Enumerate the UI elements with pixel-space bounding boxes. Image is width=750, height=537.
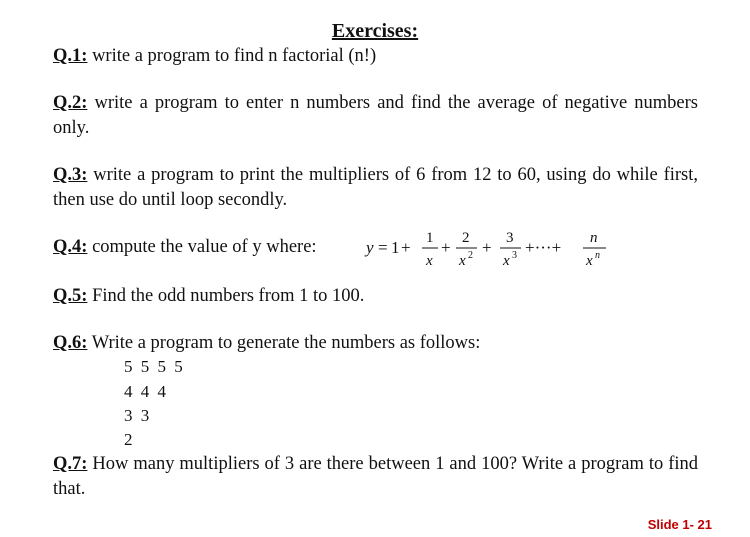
formula [364, 224, 614, 284]
formula-lhs: y [366, 238, 374, 257]
question-4 [53, 235, 363, 260]
question-label: Q.7: [53, 454, 88, 474]
formula-plus: + [482, 238, 492, 257]
formula-numerator-1: 1 [426, 230, 434, 246]
formula-exponent-3: 3 [512, 250, 517, 261]
formula-exponent-n: n [595, 250, 600, 261]
formula-denominator-2: x [459, 253, 466, 269]
question-text: write a program to print the multipliers of 6 from 12 to 60, using do while first, then use do until loop secondly. [53, 165, 698, 210]
formula-denominator-3: x [503, 253, 510, 269]
question-label: Q.4: [53, 237, 88, 257]
formula-one: 1 [391, 238, 400, 257]
question-2 [53, 91, 698, 141]
slide-number: Slide 1- 21 [647, 517, 712, 532]
question-7 [53, 452, 698, 502]
sequence-line: 4 4 4 [124, 382, 168, 401]
sequence-line: 5 5 5 5 [124, 357, 185, 376]
question-label: Q.2: [53, 93, 88, 113]
question-3 [53, 163, 698, 213]
sequence-line: 2 [124, 430, 135, 449]
question-label: Q.3: [53, 165, 88, 185]
formula-numerator-2: 2 [462, 230, 470, 246]
formula-plus: + [441, 238, 451, 257]
formula-exponent-2: 2 [468, 250, 473, 261]
question-text: compute the value of y where: [87, 237, 317, 257]
question-text: How many multipliers of 3 are there between 1 and 100? Write a program to find that. [53, 454, 698, 499]
question-1 [53, 44, 698, 69]
question-text: write a program to find n factorial (n!) [87, 46, 377, 66]
question-text: Find the odd numbers from 1 to 100. [87, 286, 365, 306]
question-5 [53, 284, 698, 309]
formula-denominator-1: x [426, 253, 433, 269]
question-text: Write a program to generate the numbers as follows: [87, 333, 481, 353]
page-title: Exercises: [331, 20, 419, 42]
formula-ellipsis: +···+ [525, 238, 562, 257]
formula-plus: + [401, 238, 411, 257]
question-label: Q.6: [53, 333, 88, 353]
sequence-line: 3 3 [124, 406, 152, 425]
formula-numerator-3: 3 [506, 230, 514, 246]
formula-denominator-n: x [586, 253, 593, 269]
question-label: Q.5: [53, 286, 88, 306]
question-text: write a program to enter n numbers and find the average of negative numbers only. [53, 93, 698, 138]
question-label: Q.1: [53, 46, 88, 66]
formula-numerator-n: n [590, 230, 598, 246]
formula-equals: = [378, 238, 388, 257]
question-6 [53, 331, 698, 356]
